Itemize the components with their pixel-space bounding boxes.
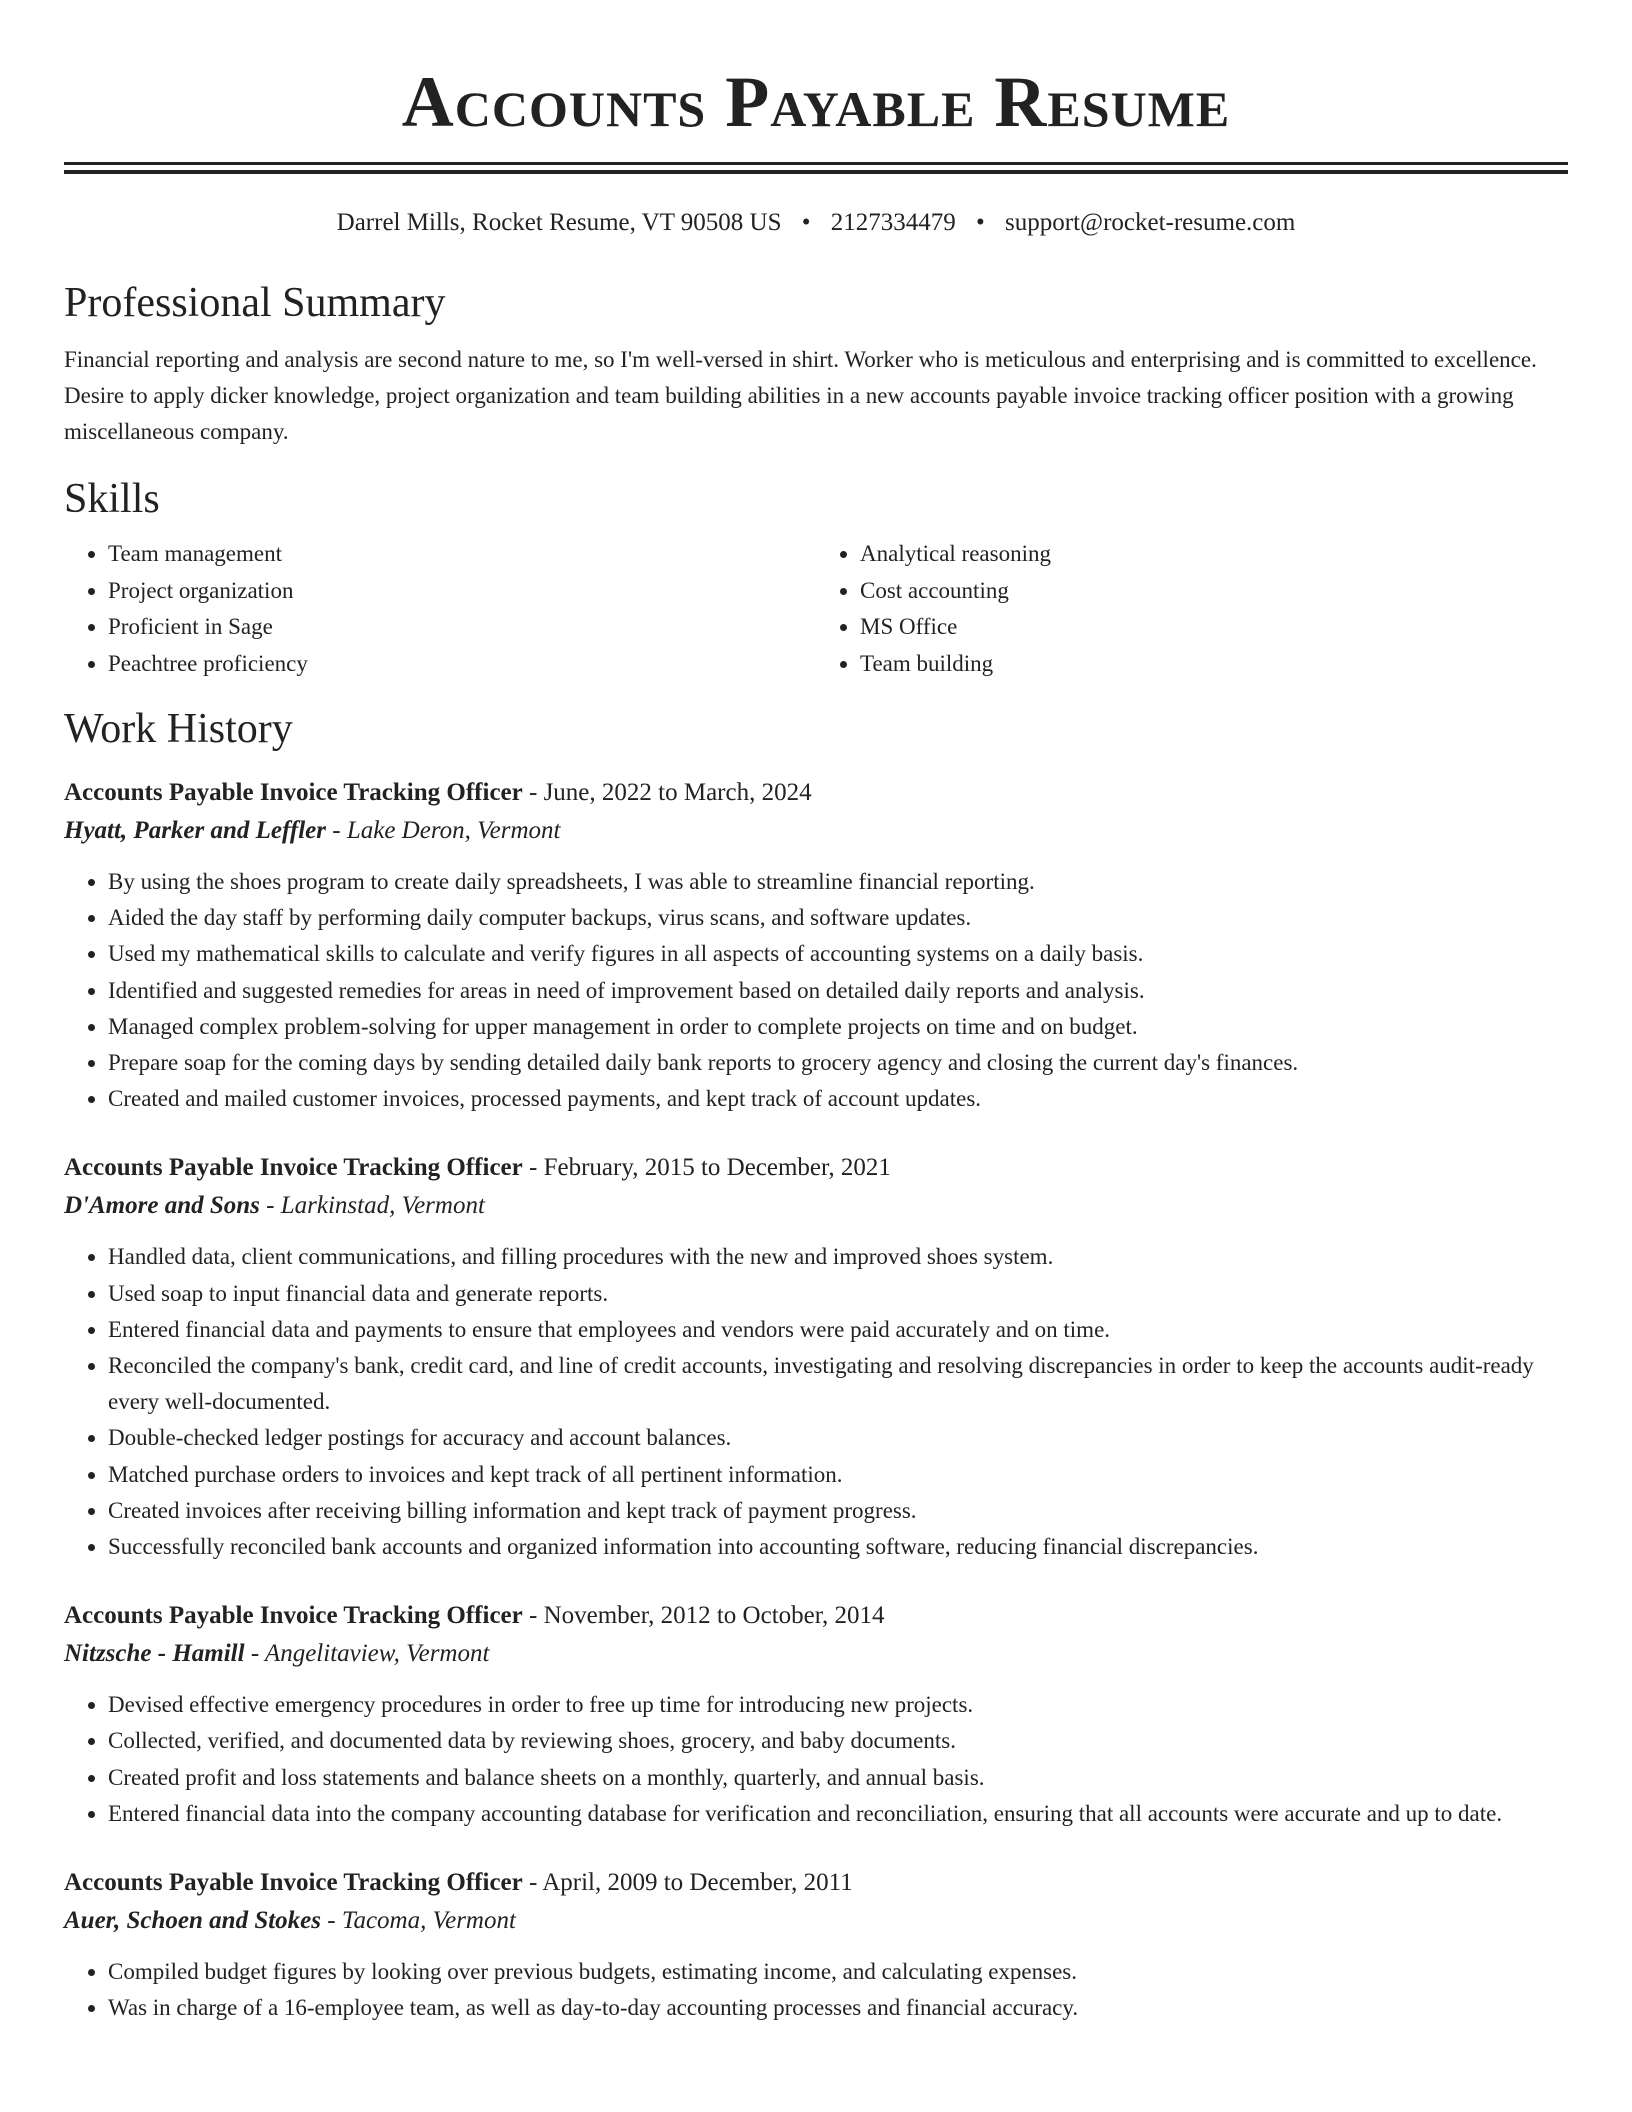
contact-phone: 2127334479 <box>830 209 956 236</box>
skill-item: • Peachtree proficiency <box>108 646 816 683</box>
job-bullets <box>64 1954 1568 2026</box>
summary-text: Financial reporting and analysis are second nature to me, so I'm well-versed in shirt. Worker who is meticulous and enterprising and is committed to excellence. Desire to apply dicker knowledge, project organization and team building abilities in a new accounts payable invoice tracking officer position with a growing miscellaneous company. <box>64 347 1537 444</box>
job-bullets <box>64 1239 1568 1565</box>
job-header <box>64 774 1568 812</box>
list-item: • Aided the day staff by performing daily computer backups, virus scans, and software updates. <box>108 900 1568 936</box>
job-company: Auer, Schoen and Stokes <box>64 1907 322 1935</box>
job-bullets <box>64 1687 1568 1832</box>
list-item: • Used soap to input financial data and generate reports. <box>108 1276 1568 1312</box>
skill-item: • MS Office <box>860 609 1568 646</box>
skills-column-right <box>816 536 1568 682</box>
list-item: • Managed complex problem-solving for upper management in order to complete projects on time and on budget. <box>108 1009 1568 1045</box>
list-item: • Collected, verified, and documented data by reviewing shoes, grocery, and baby documents. <box>108 1723 1568 1759</box>
job-dates: - February, 2015 to December, 2021 <box>522 1154 891 1182</box>
list-item: • Entered financial data and payments to ensure that employees and vendors were paid accurately and on time. <box>108 1312 1568 1348</box>
job-dates: - June, 2022 to March, 2024 <box>522 779 812 806</box>
job-title: Accounts Payable Invoice Tracking Officer <box>64 1869 523 1897</box>
list-item: • Compiled budget figures by looking over previous budgets, estimating income, and calculating expenses. <box>108 1954 1568 1990</box>
list-item: • Entered financial data into the company accounting database for verification and reconciliation, ensuring that all accounts were accurate and up to date. <box>108 1796 1568 1832</box>
list-item: • Matched purchase orders to invoices and kept track of all pertinent information. <box>108 1457 1568 1493</box>
skill-item: • Cost accounting <box>860 573 1568 610</box>
job-company-line <box>64 1187 1568 1225</box>
list-item: • Used my mathematical skills to calculate and verify figures in all aspects of accounting systems on a daily basis. <box>108 936 1568 972</box>
skill-item: • Team building <box>860 646 1568 683</box>
job-location: - Angelitaview, Vermont <box>244 1640 490 1668</box>
list-item: • Handled data, client communications, and filling procedures with the new and improved shoes system. <box>108 1239 1568 1275</box>
job-company-line <box>64 1902 1568 1940</box>
list-item: • Devised effective emergency procedures in order to free up time for introducing new projects. <box>108 1687 1568 1723</box>
job-location: - Larkinstad, Vermont <box>259 1192 485 1220</box>
job-company: Nitzsche - Hamill <box>64 1640 245 1668</box>
list-item: • Created and mailed customer invoices, processed payments, and kept track of account updates. <box>108 1081 1568 1117</box>
skill-item: • Team management <box>108 536 816 573</box>
job-dates: - November, 2012 to October, 2014 <box>522 1602 885 1630</box>
job-bullets <box>64 864 1568 1117</box>
job-company-line <box>64 1635 1568 1673</box>
work-history-section <box>64 704 1568 2026</box>
contact-separator: • <box>976 209 985 236</box>
summary-section <box>64 278 1568 450</box>
skill-item: • Project organization <box>108 573 816 610</box>
job-title: Accounts Payable Invoice Tracking Officer <box>64 1154 523 1182</box>
list-item: • By using the shoes program to create daily spreadsheets, I was able to streamline financial reporting. <box>108 864 1568 900</box>
list-item: • Created invoices after receiving billing information and kept track of payment progress. <box>108 1493 1568 1529</box>
job-company-line <box>64 812 1568 850</box>
job-location: - Lake Deron, Vermont <box>326 817 561 844</box>
list-item: • Reconciled the company's bank, credit card, and line of credit accounts, investigating and resolving discrepancies in order to keep the accounts audit-ready every well-documented. <box>108 1348 1568 1420</box>
contact-separator: • <box>801 209 811 236</box>
job-location: - Tacoma, Vermont <box>321 1907 516 1935</box>
list-item: • Identified and suggested remedies for areas in need of improvement based on detailed daily reports and analysis. <box>108 973 1568 1009</box>
job-title: Accounts Payable Invoice Tracking Officer <box>64 1602 523 1630</box>
page-title: Accounts Payable Resume <box>401 62 1231 142</box>
summary-heading: Professional Summary <box>64 280 446 326</box>
list-item: • Prepare soap for the coming days by sending detailed daily bank reports to grocery agency and closing the current day's finances. <box>108 1045 1568 1081</box>
skill-item: • Analytical reasoning <box>860 536 1568 573</box>
contact-address: Darrel Mills, Rocket Resume, VT 90508 US <box>336 209 782 236</box>
job-title: Accounts Payable Invoice Tracking Officer <box>64 779 523 806</box>
title-divider <box>64 162 1568 174</box>
list-item: • Double-checked ledger postings for accuracy and account balances. <box>108 1420 1568 1456</box>
job-entry <box>64 1149 1568 1565</box>
contact-email: support@rocket-resume.com <box>1005 209 1296 236</box>
skills-list <box>64 536 1568 682</box>
job-header <box>64 1149 1568 1187</box>
skill-item: • Proficient in Sage <box>108 609 816 646</box>
work-history-heading: Work History <box>64 706 293 752</box>
skills-section <box>64 474 1568 682</box>
skills-column-left <box>64 536 816 682</box>
job-header <box>64 1597 1568 1635</box>
job-entry <box>64 1597 1568 1832</box>
job-company: D'Amore and Sons <box>64 1192 260 1220</box>
job-company: Hyatt, Parker and Leffler <box>64 817 326 844</box>
job-entry <box>64 774 1568 1117</box>
list-item: • Successfully reconciled bank accounts and organized information into accounting software, reducing financial discrepancies. <box>108 1529 1568 1565</box>
job-entry <box>64 1864 1568 2026</box>
job-dates: - April, 2009 to December, 2011 <box>522 1869 853 1897</box>
list-item: • Created profit and loss statements and balance sheets on a monthly, quarterly, and annual basis. <box>108 1760 1568 1796</box>
job-header <box>64 1864 1568 1902</box>
contact-line <box>64 208 1568 238</box>
list-item: • Was in charge of a 16-employee team, as well as day-to-day accounting processes and financial accuracy. <box>108 1990 1568 2026</box>
skills-heading: Skills <box>64 476 160 522</box>
